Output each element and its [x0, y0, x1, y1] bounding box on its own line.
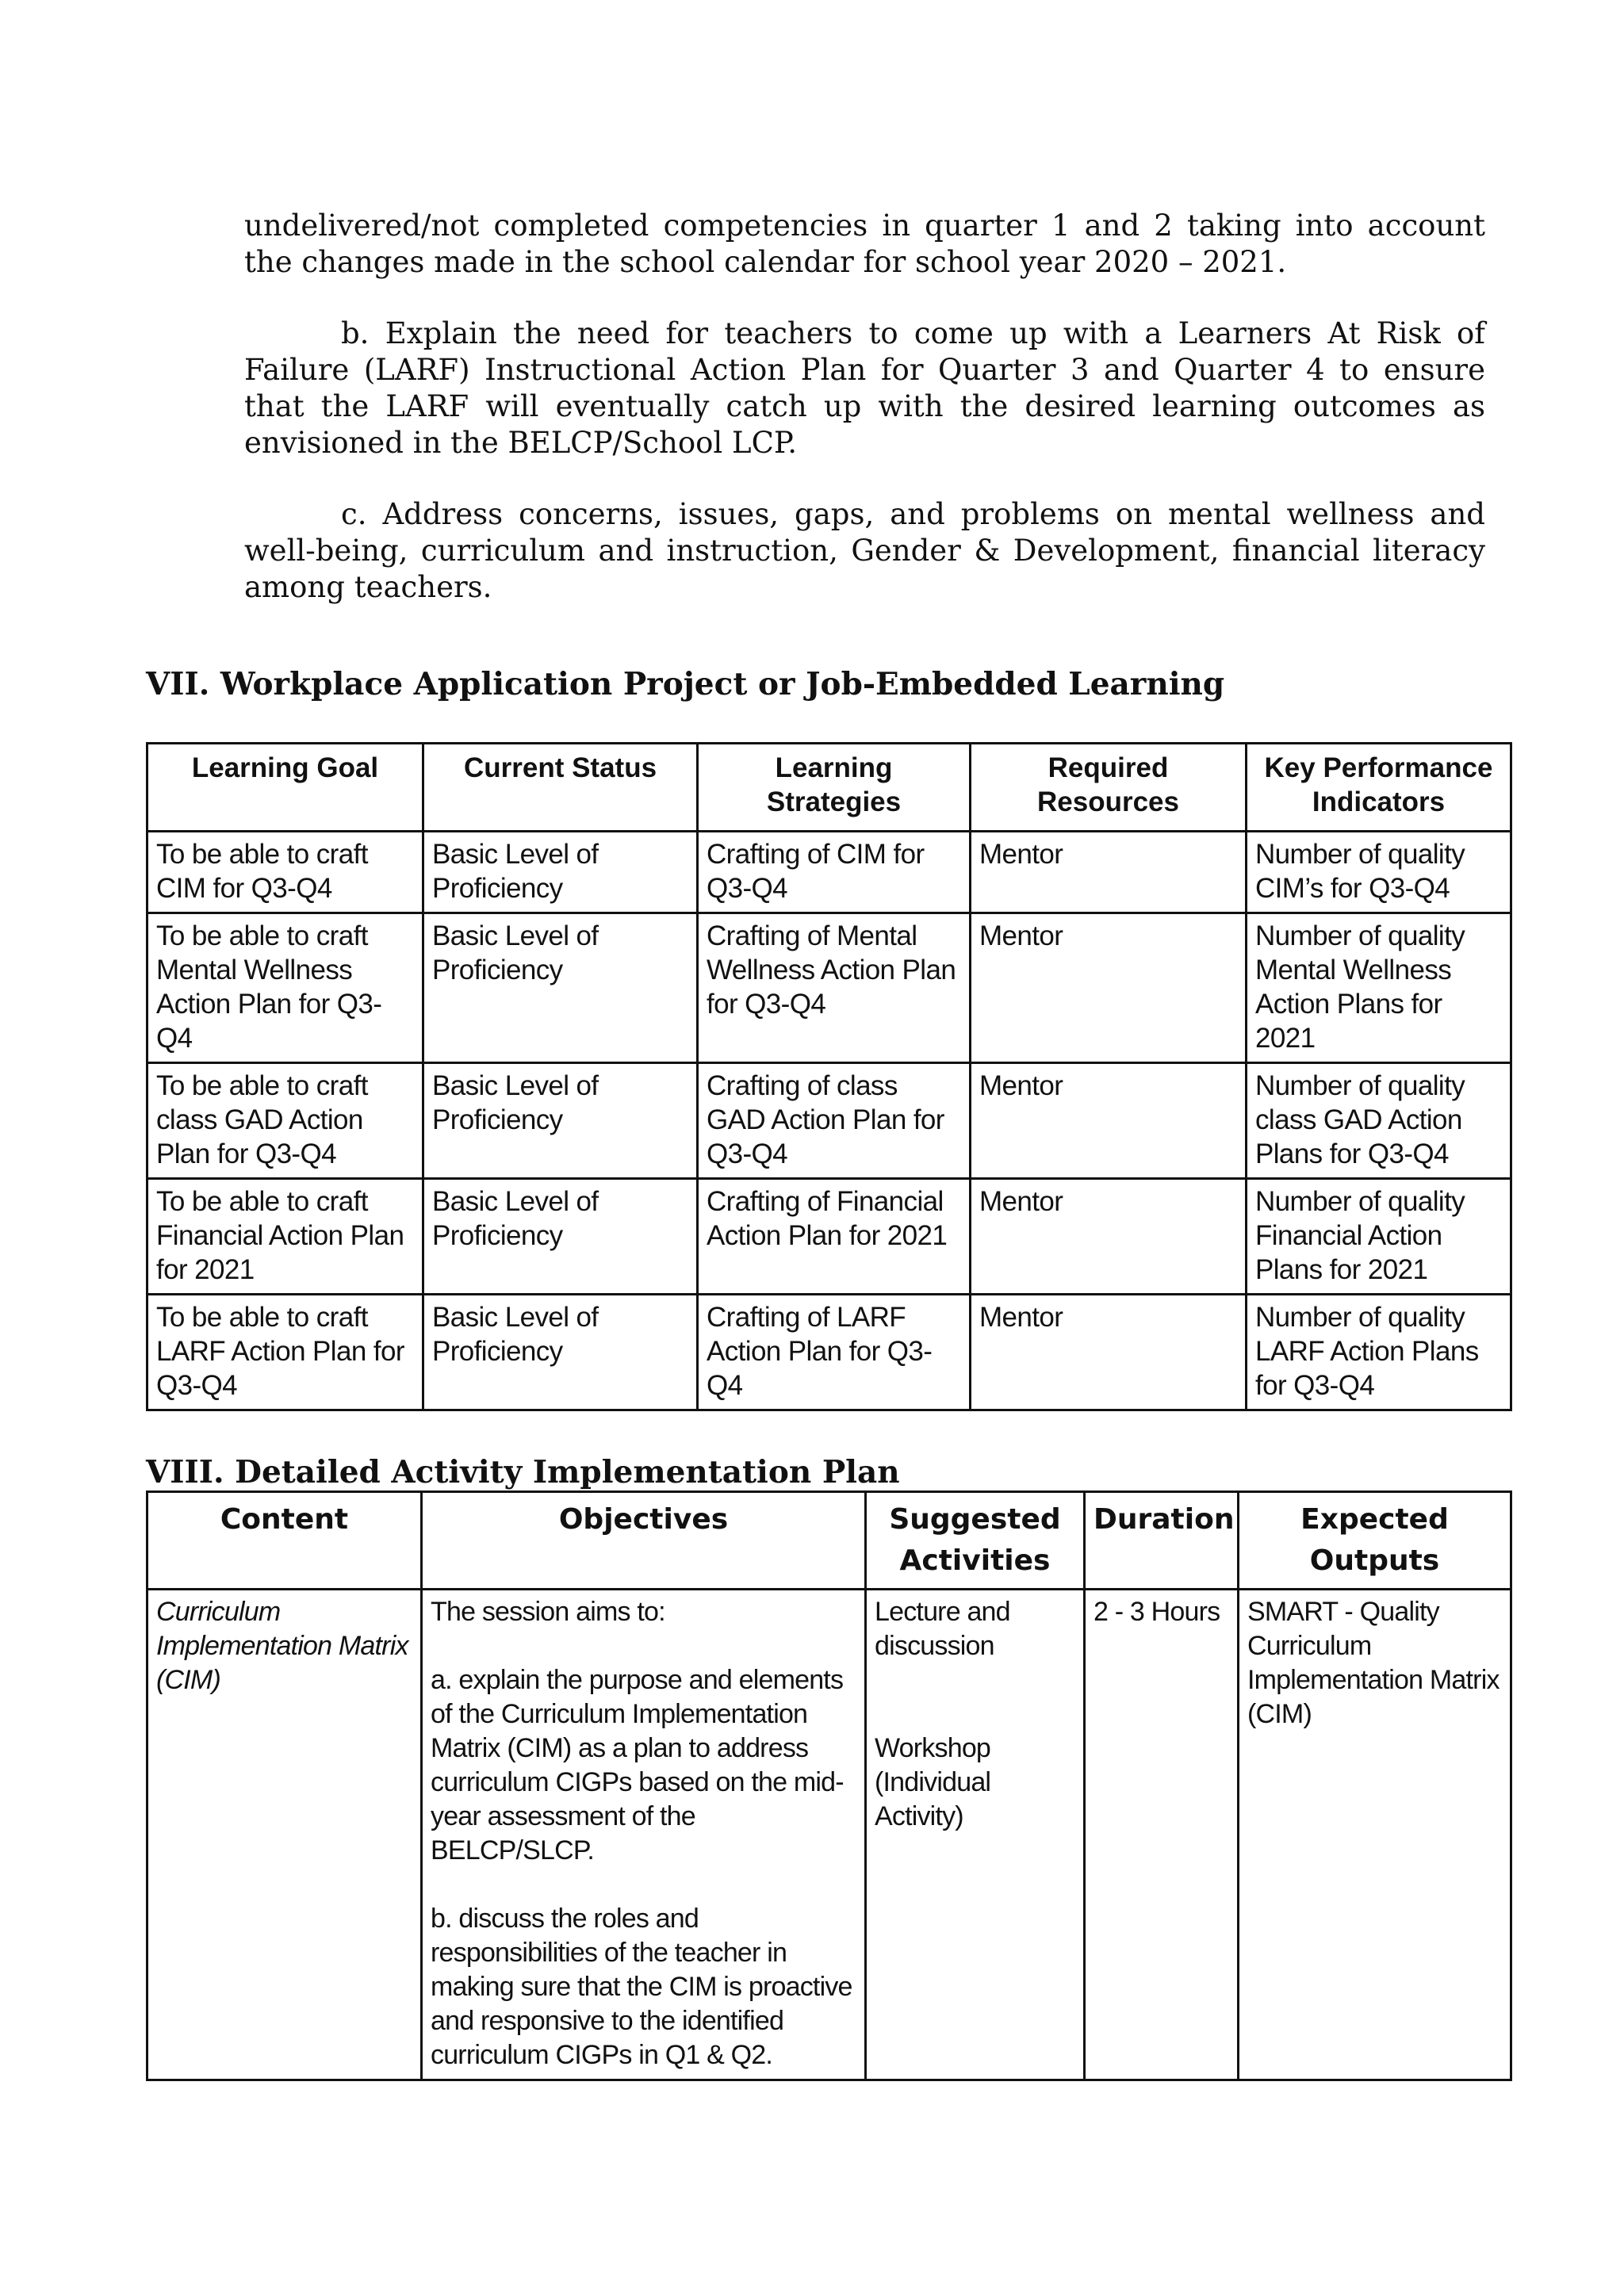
table-cell: To be able to craft CIM for Q3-Q4 [147, 832, 423, 913]
table-cell: To be able to craft LARF Action Plan for Q3-Q4 [147, 1295, 423, 1410]
paragraph-b: b. Explain the need for teachers to come up with a Learners At Risk of Failure (LARF) Instructional Action Plan for Quarter 3 and Quarter 4 to ensure that the LARF will eventually catch up with the desired learning outcomes as envisioned in the BELCP/School LCP. [244, 316, 1485, 460]
table-cell: Number of quality LARF Action Plans for Q3-Q4 [1247, 1295, 1511, 1410]
table-cell: Number of quality class GAD Action Plans for Q3-Q4 [1247, 1063, 1511, 1179]
table-cell: Mentor [971, 832, 1247, 913]
table-cell: Basic Level of Proficiency [423, 1295, 698, 1410]
table-row [147, 1590, 1511, 2080]
column-header: Learning Goal [147, 744, 423, 832]
table-cell: Crafting of Financial Action Plan for 2021 [698, 1179, 971, 1295]
column-header: Current Status [423, 744, 698, 832]
table-cell: Basic Level of Proficiency [423, 1063, 698, 1179]
table-row [147, 1295, 1511, 1410]
table-row [147, 1063, 1511, 1179]
table-cell: Number of quality CIM’s for Q3-Q4 [1247, 832, 1511, 913]
intro-text [244, 208, 1485, 641]
table-cell: Crafting of LARF Action Plan for Q3-Q4 [698, 1295, 971, 1410]
table-header-row [147, 1492, 1511, 1590]
workplace-application-table [146, 742, 1512, 1411]
table-cell: To be able to craft class GAD Action Plan for Q3-Q4 [147, 1063, 423, 1179]
objectives-cell [422, 1590, 866, 2080]
table-cell: Basic Level of Proficiency [423, 832, 698, 913]
column-header: Key Performance Indicators [1247, 744, 1511, 832]
objectives-intro: The session aims to: [431, 1597, 665, 1627]
section-heading-activity-plan: VIII. Detailed Activity Implementation Plan [146, 1454, 900, 1490]
column-header: Required Resources [971, 744, 1247, 832]
objective-b: b. discuss the roles and responsibilities of the teacher in making sure that the CIM is proactive and responsive to the identified curriculum CIGPs in Q1 & Q2. [431, 1904, 852, 2070]
table-header-row [147, 744, 1511, 832]
table-cell: Basic Level of Proficiency [423, 1179, 698, 1295]
table-cell: Mentor [971, 1179, 1247, 1295]
content-cell: Curriculum Implementation Matrix (CIM) [147, 1590, 422, 2080]
section-heading-workplace-application: VII. Workplace Application Project or Job-Embedded Learning [146, 666, 1225, 702]
table-cell: Number of quality Financial Action Plans for 2021 [1247, 1179, 1511, 1295]
table-row [147, 913, 1511, 1063]
activities-cell [866, 1590, 1085, 2080]
column-header: Suggested Activities [866, 1492, 1085, 1590]
objective-a: a. explain the purpose and elements of the Curriculum Implementation Matrix (CIM) as a plan to address curriculum CIGPs based on the mid-year assessment of the BELCP/SLCP. [431, 1665, 844, 1866]
table-cell: Mentor [971, 1295, 1247, 1410]
paragraph-a-continued: undelivered/not completed competencies in quarter 1 and 2 taking into account the changes made in the school calendar for school year 2020 – 2021. [244, 209, 1485, 279]
column-header: Learning Strategies [698, 744, 971, 832]
table-cell: Crafting of Mental Wellness Action Plan for Q3-Q4 [698, 913, 971, 1063]
table-row [147, 832, 1511, 913]
paragraph-c: c. Address concerns, issues, gaps, and problems on mental wellness and well-being, curriculum and instruction, Gender & Development, financial literacy among teachers. [244, 497, 1485, 604]
table-cell: To be able to craft Financial Action Plan for 2021 [147, 1179, 423, 1295]
table-cell: Crafting of class GAD Action Plan for Q3-Q4 [698, 1063, 971, 1179]
table-cell: Basic Level of Proficiency [423, 913, 698, 1063]
activity-lecture: Lecture and discussion [875, 1597, 1010, 1661]
table-cell: To be able to craft Mental Wellness Action Plan for Q3-Q4 [147, 913, 423, 1063]
table-cell: Mentor [971, 1063, 1247, 1179]
table-cell: Mentor [971, 913, 1247, 1063]
column-header: Duration [1085, 1492, 1239, 1590]
table-cell: Crafting of CIM for Q3-Q4 [698, 832, 971, 913]
expected-output-cell: SMART - Quality Curriculum Implementation Matrix (CIM) [1239, 1590, 1511, 2080]
table-row [147, 1179, 1511, 1295]
activity-workshop: Workshop (Individual Activity) [875, 1733, 991, 1831]
activity-implementation-table [146, 1490, 1512, 2081]
column-header: Objectives [422, 1492, 866, 1590]
table-cell: Number of quality Mental Wellness Action Plans for 2021 [1247, 913, 1511, 1063]
column-header: Expected Outputs [1239, 1492, 1511, 1590]
column-header: Content [147, 1492, 422, 1590]
duration-cell: 2 - 3 Hours [1085, 1590, 1239, 2080]
